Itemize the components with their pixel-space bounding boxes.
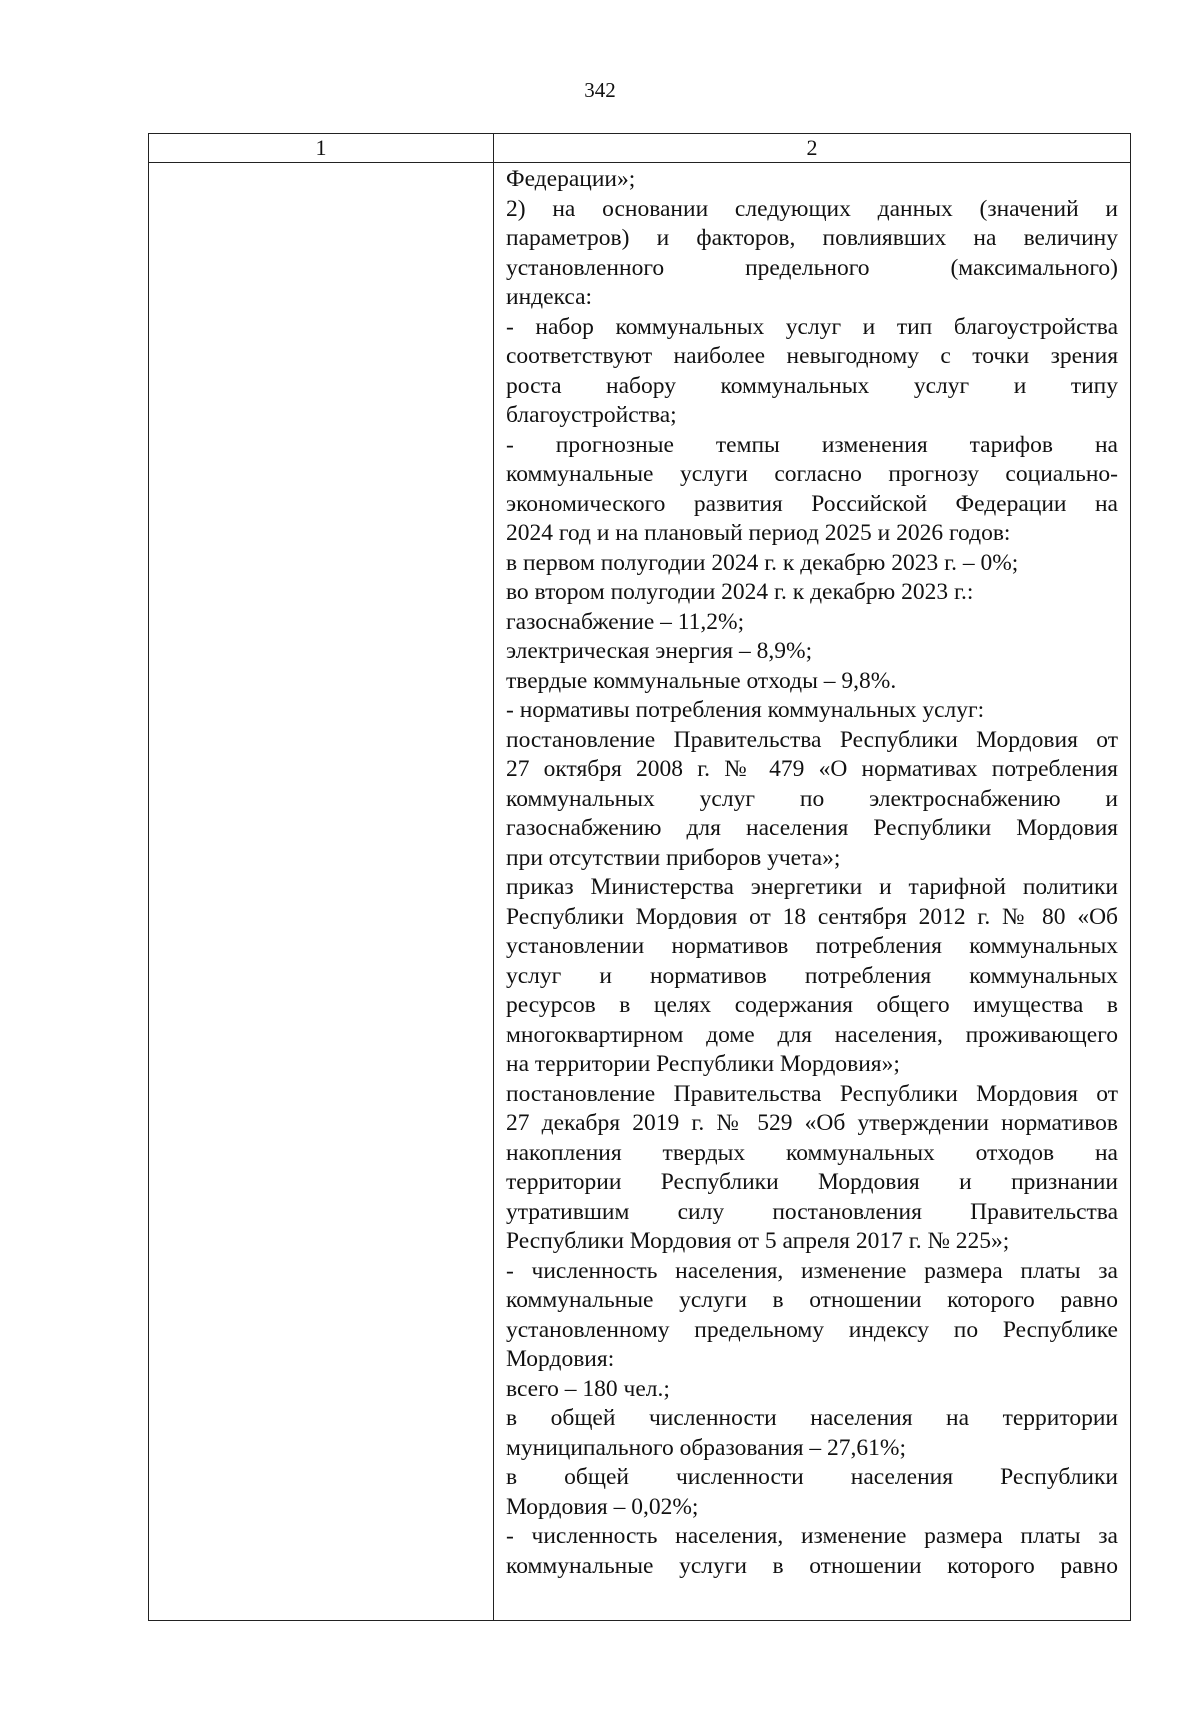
text-line: Мордовия: (506, 1346, 615, 1372)
text-line: Мордовия – 0,02%; (506, 1493, 699, 1520)
text-line: всего – 180 чел.; (506, 1375, 670, 1402)
text-line: на территории Республики Мордовия»; (506, 1051, 900, 1077)
text-line: - набор коммунальных услуг и тип благоустройства (506, 313, 1118, 340)
text-line: при отсутствии приборов учета»; (506, 844, 841, 871)
column-2-cell (494, 163, 1131, 1621)
column-2-text (506, 165, 1118, 1581)
text-line: постановление Правительства Республики Мордовия от (506, 726, 1118, 753)
text-line: накопления твердых коммунальных отходов на (506, 1139, 1118, 1166)
text-line: Республики Мордовия от 18 сентября 2012 г. № 80 «Об (506, 903, 1118, 930)
text-line: постановление Правительства Республики Мордовия от (506, 1080, 1118, 1107)
text-line: благоустройства; (506, 402, 677, 428)
document-table (148, 133, 1131, 1621)
text-line: 2024 год и на плановый период 2025 и 2026 годов: (506, 520, 1011, 546)
text-line: экономического развития Российской Федерации на (506, 490, 1118, 517)
column-header-1: 1 (149, 134, 494, 163)
text-line: коммунальные услуги в отношении которого равно (506, 1287, 1118, 1313)
text-line: параметров) и факторов, повлиявших на величину (506, 225, 1118, 251)
text-line: установленному предельному индексу по Республике (506, 1316, 1118, 1343)
text-line: в первом полугодии 2024 г. к декабрю 2023 г. – 0%; (506, 549, 1019, 576)
text-line: ресурсов в целях содержания общего имущества в (506, 992, 1118, 1018)
table-row (149, 163, 1131, 1621)
text-line: - численность населения, изменение размера платы за (506, 1257, 1118, 1284)
column-header-2: 2 (494, 134, 1131, 163)
page-number: 342 (584, 78, 616, 102)
text-line: Республики Мордовия от 5 апреля 2017 г. № 225»; (506, 1228, 1010, 1254)
text-line: утратившим силу постановления Правительства (506, 1198, 1118, 1225)
text-line: установлении нормативов потребления коммунальных (506, 933, 1118, 959)
text-line: коммунальных услуг по электроснабжению и (506, 785, 1118, 812)
text-line: 27 декабря 2019 г. № 529 «Об утверждении нормативов (506, 1110, 1118, 1136)
text-line: во втором полугодии 2024 г. к декабрю 2023 г.: (506, 579, 974, 605)
text-line: 27 октября 2008 г. № 479 «О нормативах потребления (506, 756, 1118, 782)
text-line: установленного предельного (максимального) (506, 254, 1118, 281)
text-line: газоснабжению для населения Республики Мордовия (506, 815, 1118, 841)
text-line: коммунальные услуги согласно прогнозу социально- (506, 461, 1118, 487)
text-line: в общей численности населения Республики (506, 1464, 1118, 1490)
text-line: 2) на основании следующих данных (значений и (506, 195, 1118, 222)
text-line: роста набору коммунальных услуг и типу (506, 372, 1118, 399)
text-line: соответствуют наиболее невыгодному с точки зрения (506, 343, 1118, 369)
column-1-cell (149, 163, 494, 1621)
text-line: электрическая энергия – 8,9%; (506, 638, 813, 664)
text-line: твердые коммунальные отходы – 9,8%. (506, 667, 897, 694)
text-line: - прогнозные темпы изменения тарифов на (506, 431, 1118, 458)
text-line: индекса: (506, 284, 593, 310)
text-line: муниципального образования – 27,61%; (506, 1434, 907, 1461)
text-line: Федерации»; (506, 166, 636, 192)
text-line: - нормативы потребления коммунальных услуг: (506, 697, 985, 723)
table-header-row (149, 134, 1131, 163)
text-line: территории Республики Мордовия и признании (506, 1169, 1118, 1195)
text-line: газоснабжение – 11,2%; (506, 608, 745, 635)
text-line: приказ Министерства энергетики и тарифной политики (506, 874, 1118, 900)
text-line: - численность населения, изменение размера платы за (506, 1523, 1118, 1549)
text-line: многоквартирном доме для населения, проживающего (506, 1021, 1118, 1048)
text-line: в общей численности населения на территории (506, 1405, 1118, 1431)
text-line: услуг и нормативов потребления коммунальных (506, 962, 1118, 989)
text-line: коммунальные услуги в отношении которого равно (506, 1552, 1118, 1579)
